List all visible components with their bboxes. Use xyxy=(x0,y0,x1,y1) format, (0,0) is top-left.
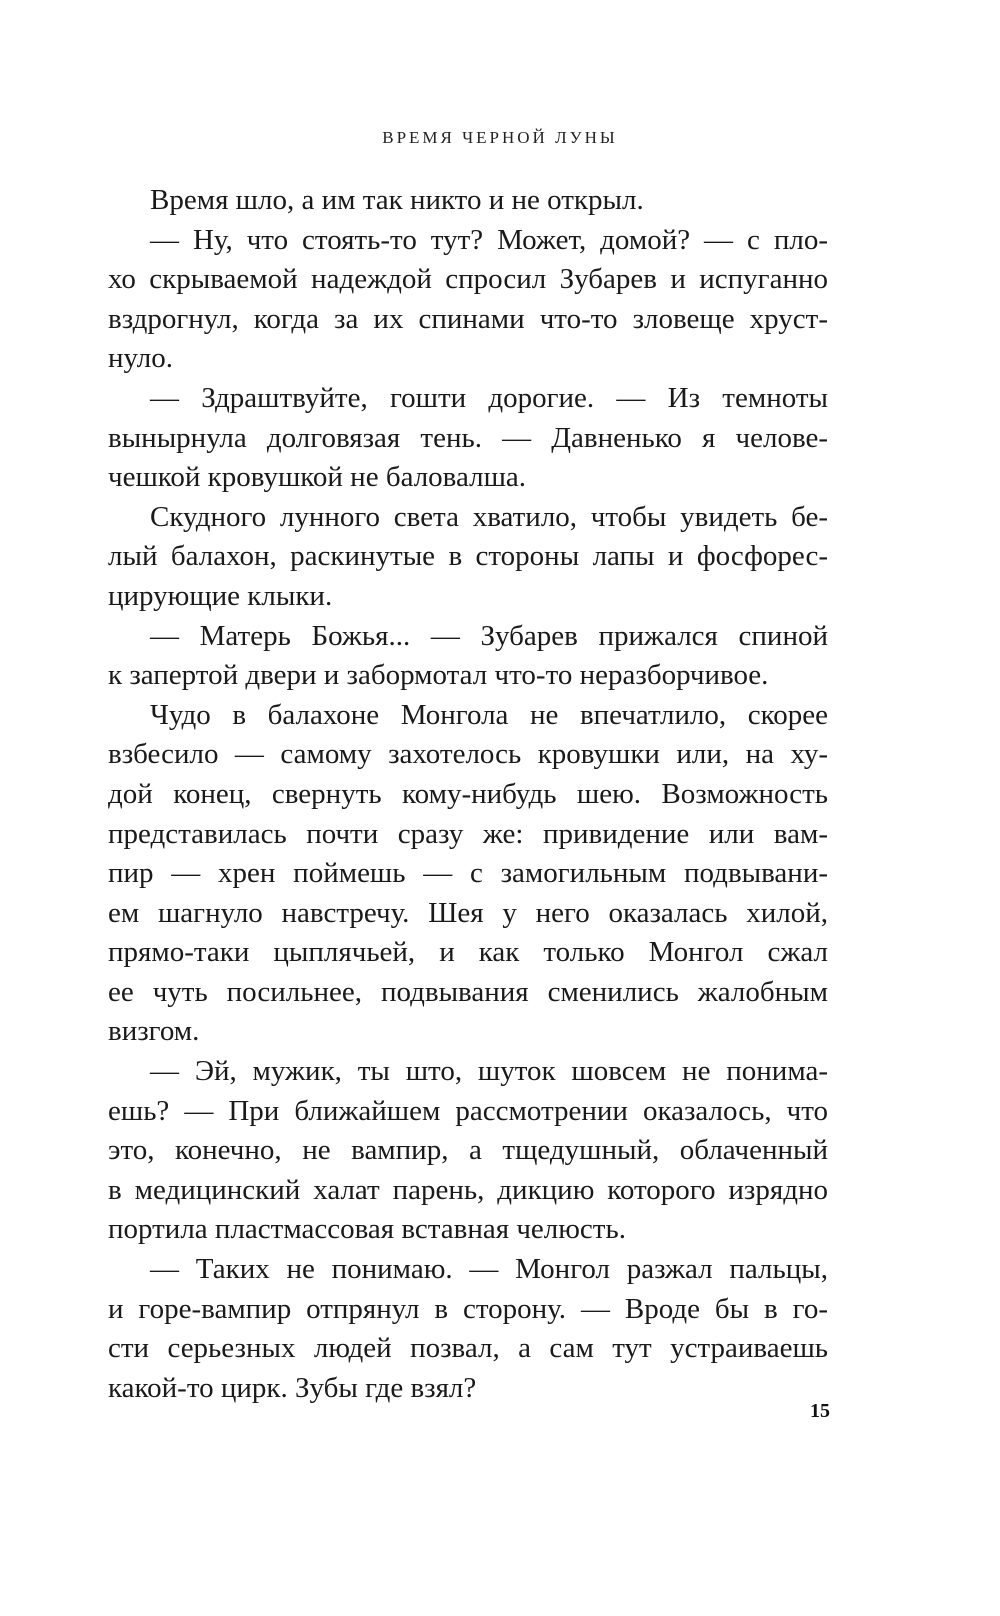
text-line: представилась почти сразу же: привидение или вам- xyxy=(108,817,828,850)
text-line: пир — хрен поймешь — с замогильным подвывани- xyxy=(108,857,828,890)
text-line: портила пластмассовая вставная челюсть. xyxy=(108,1213,626,1246)
text-line: нуло. xyxy=(108,342,173,375)
body-text xyxy=(108,181,828,1408)
text-line: вздрогнул, когда за их спинами что-то зловеще хруст- xyxy=(108,302,828,335)
text-line: визгом. xyxy=(108,1015,200,1048)
text-line: ее чуть посильнее, подвывания сменились жалобным xyxy=(108,975,828,1008)
text-line: прямо-таки цыплячьей, и как только Монгол сжал xyxy=(108,936,828,969)
text-line: в медицинский халат парень, дикцию которого изрядно xyxy=(108,1173,828,1206)
text-line: сти серьезных людей позвал, а сам тут устраиваешь xyxy=(108,1332,828,1365)
text-line: ешь? — При ближайшем рассмотрении оказалось, что xyxy=(108,1094,828,1127)
text-line: Скудного лунного света хватило, чтобы увидеть бе- xyxy=(150,500,828,533)
page-number: 15 xyxy=(810,1400,830,1422)
text-line: ем шагнуло навстречу. Шея у него оказалась хилой, xyxy=(108,896,828,929)
text-line: к запертой двери и забормотал что-то неразборчивое. xyxy=(108,659,769,692)
text-line: цирующие клыки. xyxy=(108,579,333,612)
text-line: чешкой кровушкой не баловалша. xyxy=(108,461,527,494)
text-line: взбесило — самому захотелось кровушки или, на ху- xyxy=(108,738,828,771)
text-line: хо скрываемой надеждой спросил Зубарев и испуганно xyxy=(108,263,828,296)
text-line: какой-то цирк. Зубы где взял? xyxy=(108,1371,477,1404)
text-line: дой конец, свернуть кому-нибудь шею. Возможность xyxy=(108,777,828,810)
running-head-title: ВРЕМЯ ЧЕРНОЙ ЛУНЫ xyxy=(382,128,618,147)
text-line: — Ну, что стоять-то тут? Может, домой? — с пло- xyxy=(150,223,828,256)
text-line: и горе-вампир отпрянул в сторону. — Вроде бы в го- xyxy=(108,1292,828,1325)
text-line: — Здраштвуйте, гошти дорогие. — Из темноты xyxy=(150,381,828,414)
text-line: лый балахон, раскинутые в стороны лапы и фосфорес- xyxy=(108,540,828,573)
text-line: — Таких не понимаю. — Монгол разжал пальцы, xyxy=(150,1253,828,1286)
text-line: — Матерь Божья... — Зубарев прижался спиной xyxy=(150,619,828,652)
text-line: вынырнула долговязая тень. — Давненько я челове- xyxy=(108,421,828,454)
text-line: Время шло, а им так никто и не открыл. xyxy=(150,184,644,216)
text-line: Чудо в балахоне Монгола не впечатлило, скорее xyxy=(150,698,828,731)
text-line: — Эй, мужик, ты што, шуток шовсем не понима- xyxy=(150,1055,828,1088)
text-line: это, конечно, не вампир, а тщедушный, облаченный xyxy=(108,1134,828,1167)
